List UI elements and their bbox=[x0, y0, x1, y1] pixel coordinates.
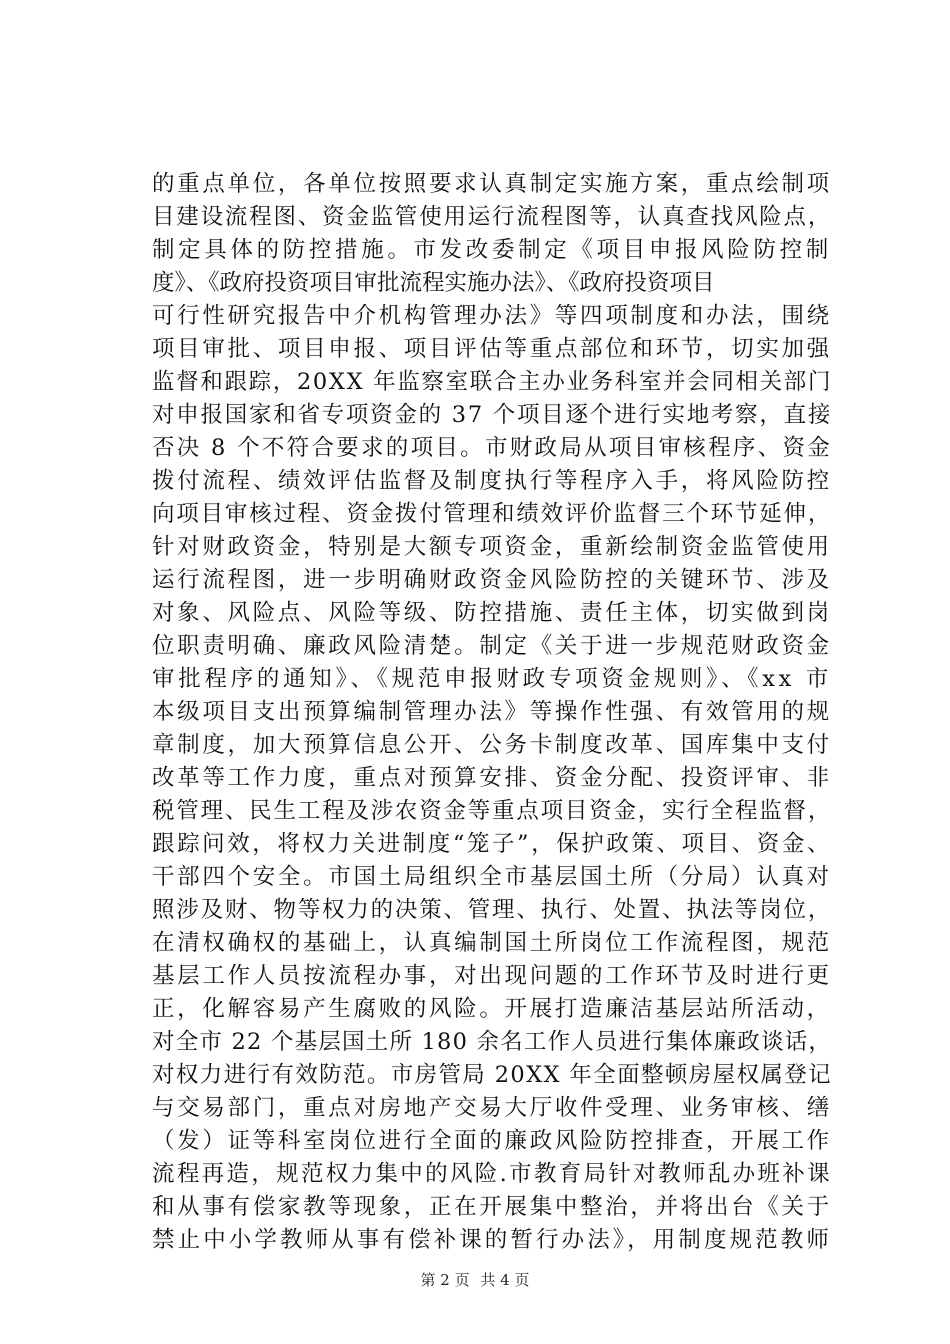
text-line: 运行流程图，进一步明确财政资金风险防控的关键环节、涉及 bbox=[152, 567, 832, 593]
text-line: 否决 8 个不符合要求的项目。市财政局从项目审核程序、资金 bbox=[152, 435, 833, 461]
text-line: 可行性研究报告中介机构管理办法》等四项制度和办法，围绕 bbox=[152, 303, 832, 329]
text-line: 目建设流程图、资金监管使用运行流程图等，认真查找风险点， bbox=[152, 204, 833, 230]
text-line: 与交易部门，重点对房地产交易大厅收件受理、业务审核、缮 bbox=[152, 1095, 832, 1121]
text-line: 度》、《政府投资项目审批流程实施办法》、《政府投资项目 bbox=[152, 270, 715, 296]
text-line: （发）证等科室岗位进行全面的廉政风险防控排查，开展工作 bbox=[152, 1128, 832, 1154]
page-number: 第 2 页 bbox=[420, 1271, 470, 1289]
text-line: 针对财政资金，特别是大额专项资金，重新绘制资金监管使用 bbox=[152, 534, 832, 560]
text-line: 位职责明确、廉政风险清楚。制定《关于进一步规范财政资金 bbox=[152, 633, 832, 659]
text-line: 禁止中小学教师从事有偿补课的暂行办法》，用制度规范教师 bbox=[152, 1227, 832, 1253]
text-line: 监督和跟踪，20XX 年监察室联合主办业务科室并会同相关部门 bbox=[152, 369, 833, 395]
text-line: 本级项目支出预算编制管理办法》等操作性强、有效管用的规 bbox=[152, 699, 832, 725]
text-line: 和从事有偿家教等现象，正在开展集中整治，并将出台《关于 bbox=[152, 1194, 832, 1220]
text-line: 的重点单位，各单位按照要求认真制定实施方案，重点绘制项 bbox=[152, 171, 832, 197]
text-line: 对申报国家和省专项资金的 37 个项目逐个进行实地考察，直接 bbox=[152, 402, 833, 428]
text-line: 基层工作人员按流程办事，对出现问题的工作环节及时进行更 bbox=[152, 963, 832, 989]
text-line: 章制度，加大预算信息公开、公务卡制度改革、国库集中支付 bbox=[152, 732, 832, 758]
text-line: 审批程序的通知》、《规范申报财政专项资金规则》、《xx 市 bbox=[152, 666, 833, 692]
text-line: 对全市 22 个基层国土所 180 余名工作人员进行集体廉政谈话， bbox=[152, 1029, 833, 1055]
body-text bbox=[152, 168, 832, 1257]
text-line: 跟踪问效，将权力关进制度“笼子”，保护政策、项目、资金、 bbox=[152, 831, 832, 857]
text-line: 制定具体的防控措施。市发改委制定《项目申报风险防控制 bbox=[152, 237, 832, 263]
text-line: 在清权确权的基础上，认真编制国土所岗位工作流程图，规范 bbox=[152, 930, 832, 956]
text-line: 干部四个安全。市国土局组织全市基层国土所（分局）认真对 bbox=[152, 864, 832, 890]
page-total: 共 4 页 bbox=[480, 1271, 530, 1289]
page-footer bbox=[0, 1270, 950, 1290]
text-line: 改革等工作力度，重点对预算安排、资金分配、投资评审、非 bbox=[152, 765, 832, 791]
text-line: 项目审批、项目申报、项目评估等重点部位和环节，切实加强 bbox=[152, 336, 832, 362]
text-line: 对象、风险点、风险等级、防控措施、责任主体，切实做到岗 bbox=[152, 600, 832, 626]
text-line: 流程再造，规范权力集中的风险.市教育局针对教师乱办班补课 bbox=[152, 1161, 832, 1187]
text-line: 照涉及财、物等权力的决策、管理、执行、处置、执法等岗位， bbox=[152, 897, 833, 923]
text-line: 正，化解容易产生腐败的风险。开展打造廉洁基层站所活动， bbox=[152, 996, 832, 1022]
text-line: 税管理、民生工程及涉农资金等重点项目资金，实行全程监督， bbox=[152, 798, 833, 824]
text-line: 向项目审核过程、资金拨付管理和绩效评价监督三个环节延伸， bbox=[152, 501, 833, 527]
text-line: 拨付流程、绩效评估监督及制度执行等程序入手，将风险防控 bbox=[152, 468, 832, 494]
text-line: 对权力进行有效防范。市房管局 20XX 年全面整顿房屋权属登记 bbox=[152, 1062, 832, 1088]
